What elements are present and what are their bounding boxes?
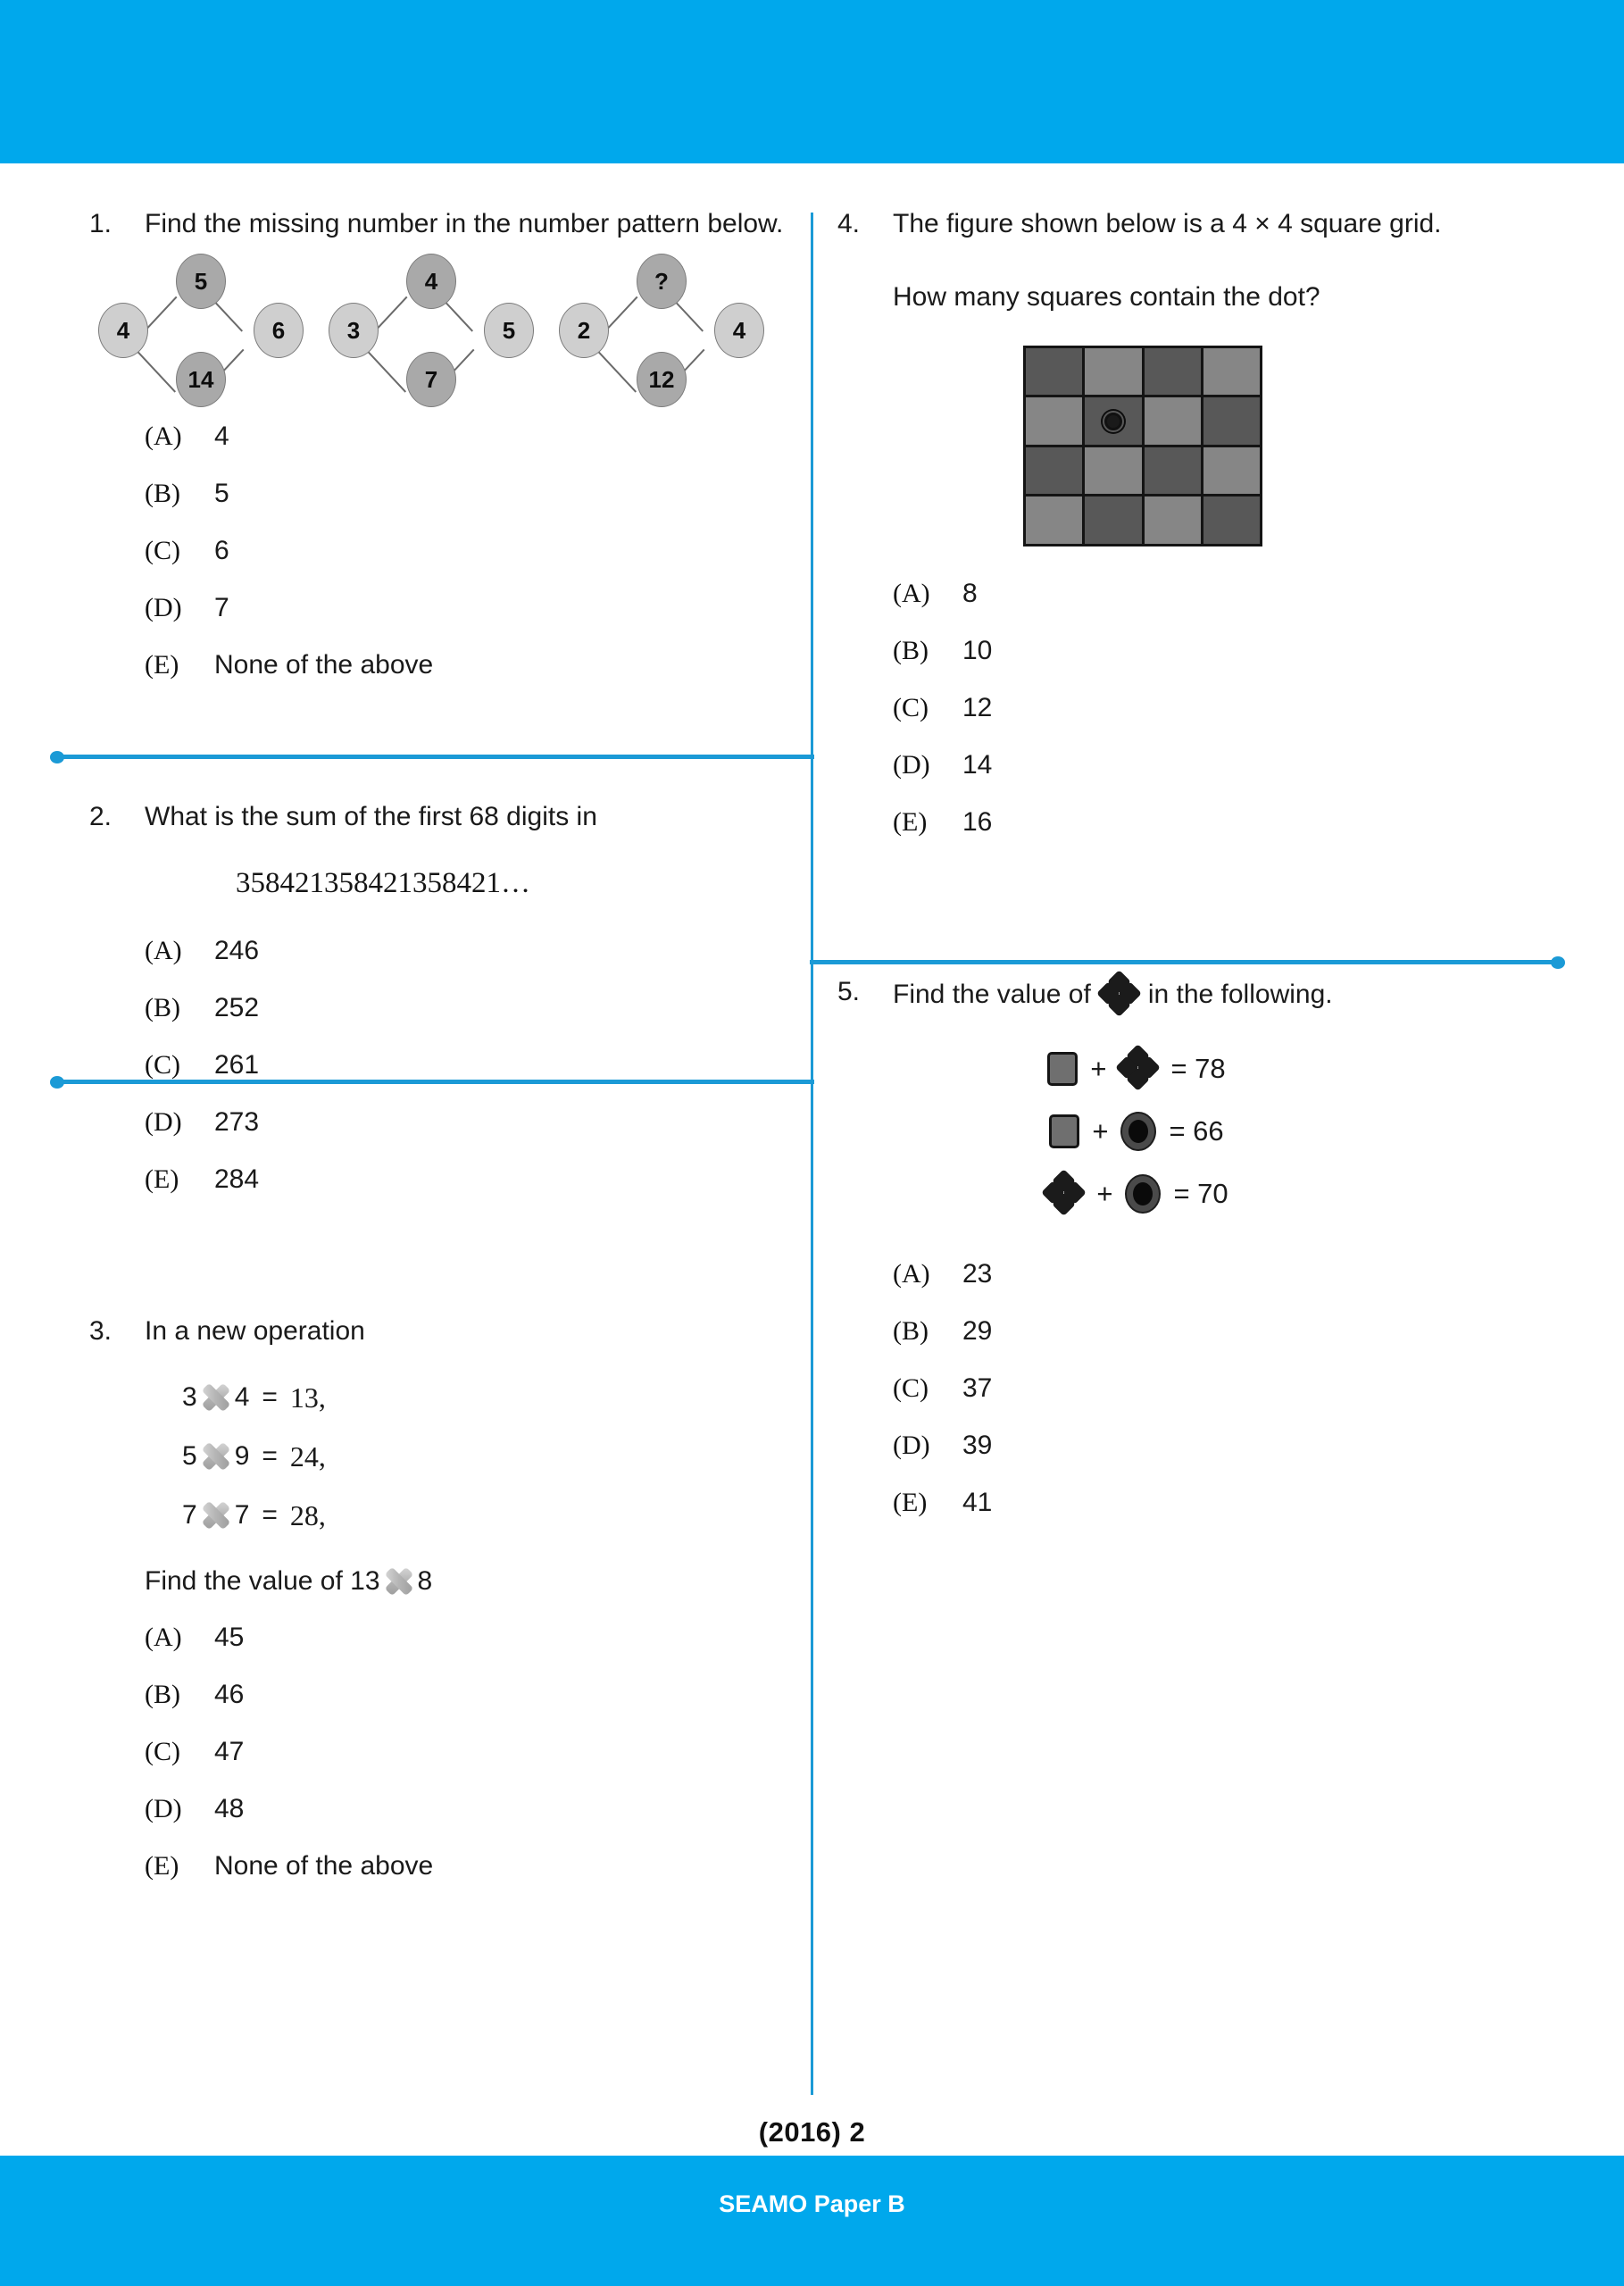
diamond-3-top: ?	[637, 254, 687, 309]
option-row[interactable]	[893, 1488, 1552, 1545]
header-band	[0, 0, 1624, 163]
option-row[interactable]	[145, 650, 795, 707]
option-value: 284	[214, 1164, 260, 1194]
option-row[interactable]	[145, 1737, 795, 1794]
question-3-prompt-suffix: 8	[417, 1566, 433, 1597]
question-3-prompt-prefix: Find the value of 13	[145, 1566, 380, 1597]
question-4-text: The figure shown below is a 4 × 4 square grid.	[893, 209, 1442, 238]
option-row[interactable]	[893, 750, 1552, 807]
grid-cell	[1145, 348, 1201, 396]
cross-operator-icon	[386, 1568, 412, 1595]
diamond-2-top: 4	[406, 254, 456, 309]
right-column	[837, 207, 1552, 1545]
option-value: None of the above	[214, 1850, 434, 1881]
option-key: (B)	[893, 1315, 929, 1346]
symbol-equation-2	[837, 1100, 1552, 1163]
question-5-options	[893, 1259, 1552, 1545]
option-key: (E)	[145, 650, 179, 680]
plus-sign: +	[1092, 1114, 1109, 1147]
footer-band	[0, 2156, 1624, 2286]
grid-cell	[1085, 496, 1141, 544]
diamond-group-3	[559, 254, 764, 407]
question-3-text: In a new operation	[145, 1315, 365, 1346]
option-row[interactable]	[893, 1259, 1552, 1316]
option-value: 10	[962, 635, 993, 665]
option-row[interactable]	[145, 1107, 795, 1164]
equation-3-result: 28,	[289, 1498, 326, 1531]
diamond-2-bottom: 7	[406, 352, 456, 407]
option-key: (D)	[893, 1430, 930, 1460]
grid-cell	[1145, 397, 1201, 445]
question-2-header	[89, 800, 795, 834]
option-key: (E)	[893, 1487, 928, 1517]
option-value: 46	[214, 1679, 245, 1709]
option-row[interactable]	[145, 1794, 795, 1851]
cross-operator-icon	[203, 1384, 229, 1411]
equals-sign: =	[262, 1500, 278, 1531]
option-key: (A)	[145, 935, 182, 965]
option-row[interactable]	[893, 1373, 1552, 1431]
diamond-1-right: 6	[254, 303, 304, 358]
equation-1-left: 3	[182, 1382, 197, 1413]
question-3-number: 3.	[89, 1315, 112, 1346]
option-key: (E)	[145, 1850, 179, 1881]
dot-icon	[1104, 413, 1122, 430]
diamond-3-bottom: 12	[637, 352, 687, 407]
option-value: 41	[962, 1487, 993, 1517]
option-key: (C)	[893, 692, 929, 722]
question-3-equation-1	[145, 1368, 795, 1427]
question-4	[837, 207, 1552, 864]
option-value: 14	[962, 749, 993, 780]
question-5	[837, 975, 1552, 1545]
option-row[interactable]	[145, 536, 795, 593]
option-key: (C)	[893, 1372, 929, 1403]
question-5-text-suffix: in the following.	[1147, 979, 1333, 1009]
diamond-1-bottom: 14	[176, 352, 226, 407]
grid-cell	[1026, 397, 1082, 445]
option-value: 252	[214, 992, 260, 1022]
grid-cell	[1203, 397, 1260, 445]
question-2-sequence: 358421358421358421…	[236, 866, 530, 899]
paper-title: SEAMO Paper B	[719, 2190, 905, 2217]
option-row[interactable]	[145, 993, 795, 1050]
grid-cell	[1026, 348, 1082, 396]
option-value: 12	[962, 692, 993, 722]
square-icon	[1049, 1114, 1079, 1148]
option-row[interactable]	[893, 579, 1552, 636]
option-key: (B)	[145, 992, 180, 1022]
clover-icon	[1100, 975, 1139, 1014]
option-key: (A)	[893, 578, 930, 608]
divider-dot	[50, 1076, 64, 1089]
question-5-header	[837, 975, 1552, 1014]
diamond-group-1	[98, 254, 304, 407]
option-value: 246	[214, 935, 260, 965]
option-row[interactable]	[893, 693, 1552, 750]
equation-3-left: 7	[182, 1500, 197, 1531]
option-value: 29	[962, 1315, 993, 1346]
grid-cell	[1145, 447, 1201, 495]
grid-cell	[1026, 496, 1082, 544]
equation-2-result: = 66	[1169, 1114, 1224, 1147]
question-1-number: 1.	[89, 209, 112, 238]
option-value: 273	[214, 1106, 260, 1137]
equals-sign: =	[262, 1382, 278, 1413]
diamond-2-right: 5	[484, 303, 534, 358]
option-key: (A)	[145, 421, 182, 452]
oval-icon	[1125, 1174, 1161, 1214]
option-row[interactable]	[893, 636, 1552, 693]
option-row[interactable]	[145, 936, 795, 993]
equation-1-result: 13,	[289, 1381, 326, 1414]
question-3-options	[145, 1623, 795, 1908]
question-3-header	[89, 1314, 795, 1348]
question-5-text-prefix: Find the value of	[893, 979, 1091, 1009]
question-2	[89, 800, 795, 1221]
question-3-equation-2	[145, 1427, 795, 1486]
diamond-1-left: 4	[98, 303, 148, 358]
option-row[interactable]	[145, 1851, 795, 1908]
option-value: None of the above	[214, 650, 434, 680]
option-key: (B)	[145, 1679, 180, 1709]
page-number-tag: (2016) 2	[736, 2111, 888, 2156]
plus-sign: +	[1090, 1052, 1107, 1084]
cross-operator-icon	[203, 1502, 229, 1529]
equals-sign: =	[262, 1441, 278, 1472]
option-key: (B)	[893, 635, 929, 665]
grid-cell-with-dot	[1085, 397, 1141, 445]
option-value: 39	[962, 1430, 993, 1460]
option-row[interactable]	[145, 1623, 795, 1680]
option-row[interactable]	[145, 1680, 795, 1737]
question-2-options	[145, 936, 795, 1222]
option-value: 45	[214, 1622, 245, 1652]
diamond-2-left: 3	[329, 303, 379, 358]
question-1-text: Find the missing number in the number pattern below.	[145, 209, 784, 238]
square-icon	[1047, 1052, 1078, 1086]
option-value: 4	[214, 421, 229, 452]
option-row[interactable]	[145, 593, 795, 650]
grid-cell	[1026, 447, 1082, 495]
equation-1-right: 4	[234, 1382, 250, 1413]
grid-cell	[1085, 348, 1141, 396]
grid-cell	[1085, 447, 1141, 495]
option-row[interactable]	[145, 479, 795, 536]
question-5-equations	[837, 1038, 1552, 1225]
option-row[interactable]	[893, 1431, 1552, 1488]
option-key: (D)	[145, 593, 182, 623]
option-key: (A)	[145, 1622, 182, 1652]
option-key: (D)	[145, 1793, 182, 1823]
clover-icon	[1119, 1049, 1158, 1089]
question-3-prompt	[145, 1564, 795, 1598]
option-row[interactable]	[893, 807, 1552, 864]
question-4-grid	[1023, 346, 1262, 546]
question-5-number: 5.	[837, 976, 861, 1006]
symbol-equation-1	[837, 1038, 1552, 1100]
equation-2-right: 9	[234, 1441, 250, 1472]
question-4-subtext: How many squares contain the dot?	[893, 282, 1320, 313]
question-2-text: What is the sum of the first 68 digits in	[145, 802, 597, 832]
grid-cell	[1203, 348, 1260, 396]
option-value: 8	[962, 578, 978, 608]
option-value: 6	[214, 536, 229, 566]
option-key: (E)	[145, 1164, 179, 1194]
grid-cell	[1145, 496, 1201, 544]
grid-cell	[1203, 496, 1260, 544]
question-5-text	[893, 975, 1552, 1014]
option-key: (E)	[893, 806, 928, 837]
option-key: (D)	[893, 749, 930, 780]
option-key: (C)	[145, 536, 180, 566]
option-value: 261	[214, 1049, 260, 1080]
diamond-3-left: 2	[559, 303, 609, 358]
option-row[interactable]	[145, 1164, 795, 1222]
question-4-header	[837, 207, 1552, 241]
question-3-equation-3	[145, 1486, 795, 1545]
equation-3-right: 7	[234, 1500, 250, 1531]
grid-cell	[1203, 447, 1260, 495]
question-2-number: 2.	[89, 802, 112, 832]
symbol-equation-3	[837, 1163, 1552, 1225]
question-3	[89, 1314, 795, 1908]
option-value: 5	[214, 479, 229, 509]
option-value: 48	[214, 1793, 245, 1823]
option-key: (C)	[145, 1049, 180, 1080]
divider-dot	[50, 751, 64, 763]
oval-icon	[1120, 1112, 1156, 1151]
equation-2-result: 24,	[289, 1439, 326, 1473]
equation-3-result: = 70	[1173, 1177, 1228, 1209]
equation-1-result: = 78	[1170, 1052, 1226, 1084]
option-value: 47	[214, 1736, 245, 1766]
question-4-options	[893, 579, 1552, 864]
option-key: (A)	[893, 1258, 930, 1289]
diamond-1-top: 5	[176, 254, 226, 309]
option-value: 16	[962, 806, 993, 837]
question-1-options	[145, 421, 795, 707]
question-1-header	[89, 207, 795, 241]
diamond-3-right: 4	[714, 303, 764, 358]
question-1	[89, 207, 795, 707]
option-value: 23	[962, 1258, 993, 1289]
option-key: (D)	[145, 1106, 182, 1137]
left-column	[89, 207, 795, 1908]
question-1-figure	[98, 254, 795, 407]
option-key: (C)	[145, 1736, 180, 1766]
option-value: 37	[962, 1372, 993, 1403]
clover-icon	[1045, 1174, 1084, 1214]
option-row[interactable]	[145, 421, 795, 479]
option-row[interactable]	[145, 1050, 795, 1107]
column-separator	[811, 213, 813, 2095]
divider-dot	[1551, 956, 1565, 969]
equation-2-left: 5	[182, 1441, 197, 1472]
diamond-group-2	[329, 254, 534, 407]
cross-operator-icon	[203, 1443, 229, 1470]
plus-sign: +	[1096, 1177, 1113, 1209]
option-key: (B)	[145, 479, 180, 509]
option-value: 7	[214, 593, 229, 623]
option-row[interactable]	[893, 1316, 1552, 1373]
question-4-number: 4.	[837, 209, 861, 238]
